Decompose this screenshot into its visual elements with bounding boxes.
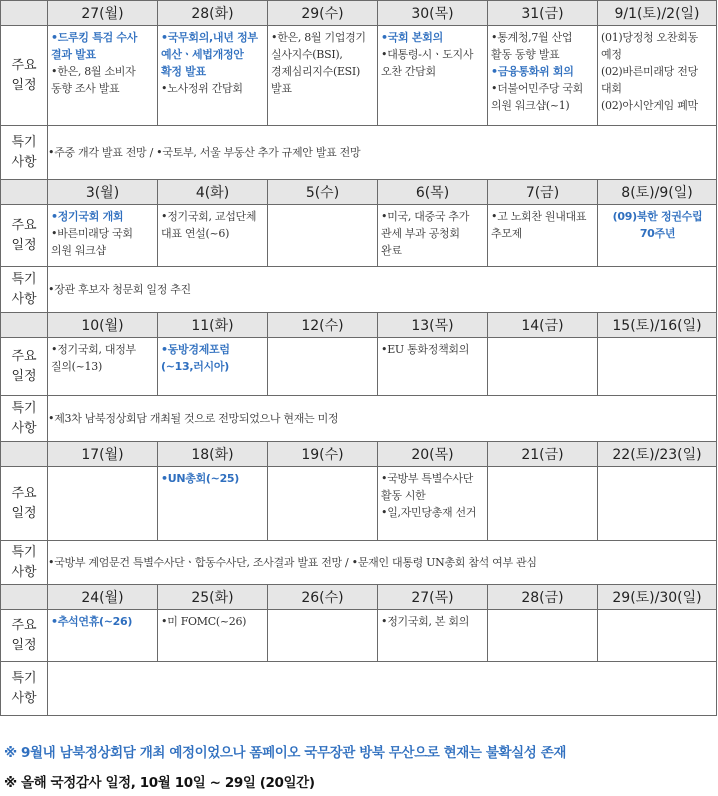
main-schedule-label bbox=[1, 610, 48, 662]
day-cell bbox=[598, 467, 717, 541]
footer-note-audit: ※ 올해 국정감사 일정, 10월 10일 ~ 29일 (20일간) bbox=[4, 775, 315, 791]
event-item: (~13,러시아) bbox=[161, 360, 229, 373]
event-item: •한은, 8월 소비자 bbox=[51, 65, 136, 78]
label-line: 특기 bbox=[11, 670, 37, 686]
event-item: 예정 bbox=[601, 48, 622, 61]
day-header: 28(화) bbox=[158, 1, 268, 26]
day-cell bbox=[158, 610, 268, 662]
day-cell bbox=[598, 205, 717, 267]
day-cell bbox=[268, 610, 378, 662]
event-item: 완료 bbox=[381, 244, 402, 257]
label-line: 사항 bbox=[11, 420, 37, 436]
day-header: 25(화) bbox=[158, 585, 268, 610]
event-item: 실사지수(BSI), bbox=[271, 48, 343, 61]
label-line: 특기 bbox=[11, 134, 37, 150]
day-cell bbox=[268, 205, 378, 267]
day-cell bbox=[48, 338, 158, 396]
label-line: 특기 bbox=[11, 544, 37, 560]
event-item: •정기국회, 본 회의 bbox=[381, 615, 470, 628]
week-header-row bbox=[1, 585, 717, 610]
day-cell bbox=[598, 26, 717, 126]
day-cell bbox=[158, 338, 268, 396]
event-item: 의원 워크샵(~1) bbox=[491, 99, 570, 112]
day-header: 27(월) bbox=[48, 1, 158, 26]
day-cell bbox=[378, 26, 488, 126]
event-item: 발표 bbox=[271, 82, 292, 95]
label-line: 일정 bbox=[11, 77, 37, 93]
day-cell bbox=[158, 467, 268, 541]
event-item: 동향 조사 발표 bbox=[51, 82, 120, 95]
day-header: 21(금) bbox=[488, 442, 598, 467]
event-item: •한은, 8월 기업경기 bbox=[271, 31, 366, 44]
event-item: (02)아시안게임 폐막 bbox=[601, 99, 698, 112]
event-item: •더불어민주당 국회 bbox=[491, 82, 583, 95]
special-note-label bbox=[1, 267, 48, 313]
main-schedule-row bbox=[1, 467, 717, 541]
event-item: 결과 발표 bbox=[51, 48, 96, 61]
day-cell bbox=[48, 205, 158, 267]
day-header: 20(목) bbox=[378, 442, 488, 467]
day-header: 6(목) bbox=[378, 180, 488, 205]
event-item: 의원 워크샵 bbox=[51, 244, 106, 257]
day-cell bbox=[378, 467, 488, 541]
day-cell bbox=[378, 338, 488, 396]
special-note-text: •장관 후보자 청문회 일정 추진 bbox=[48, 267, 717, 313]
event-item: •UN총회(~25) bbox=[161, 472, 239, 485]
event-item: (09)북한 정권수립 bbox=[612, 210, 703, 223]
label-line: 주요 bbox=[11, 348, 37, 364]
event-item: •미국, 대중국 추가 bbox=[381, 210, 470, 223]
label-line: 특기 bbox=[11, 271, 37, 287]
day-cell bbox=[378, 205, 488, 267]
day-header: 15(토)/16(일) bbox=[598, 313, 717, 338]
main-schedule-row bbox=[1, 26, 717, 126]
day-header: 31(금) bbox=[488, 1, 598, 26]
label-line: 일정 bbox=[11, 237, 37, 253]
week-header-row bbox=[1, 1, 717, 26]
day-cell bbox=[158, 26, 268, 126]
header-corner bbox=[1, 442, 48, 467]
event-item: •정기국회 개회 bbox=[51, 210, 124, 223]
footer-note-summit: ※ 9월내 남북정상회담 개최 예정이었으나 폼페이오 국무장관 방북 무산으로 현재는 불확실성 존재 bbox=[4, 745, 567, 761]
label-line: 일정 bbox=[11, 637, 37, 653]
label-line: 사항 bbox=[11, 690, 37, 706]
label-line: 주요 bbox=[11, 217, 37, 233]
event-item: 추모제 bbox=[491, 227, 522, 240]
day-header: 14(금) bbox=[488, 313, 598, 338]
event-item: •국회 본회의 bbox=[381, 31, 443, 44]
label-line: 사항 bbox=[11, 564, 37, 580]
header-corner bbox=[1, 180, 48, 205]
special-note-label bbox=[1, 126, 48, 180]
event-item: 예산ㆍ세법개정안 bbox=[161, 48, 244, 61]
event-item: 오찬 간담회 bbox=[381, 65, 436, 78]
special-note-row bbox=[1, 267, 717, 313]
day-header: 30(목) bbox=[378, 1, 488, 26]
header-corner bbox=[1, 1, 48, 26]
day-cell bbox=[48, 610, 158, 662]
day-cell bbox=[48, 26, 158, 126]
day-header: 9/1(토)/2(일) bbox=[598, 1, 717, 26]
day-header: 7(금) bbox=[488, 180, 598, 205]
day-header: 29(토)/30(일) bbox=[598, 585, 717, 610]
event-item: •대통령-시ㆍ도지사 bbox=[381, 48, 474, 61]
special-note-row bbox=[1, 541, 717, 585]
week-header-row bbox=[1, 180, 717, 205]
day-cell bbox=[488, 610, 598, 662]
day-header: 17(월) bbox=[48, 442, 158, 467]
day-header: 3(월) bbox=[48, 180, 158, 205]
special-note-label bbox=[1, 541, 48, 585]
label-line: 사항 bbox=[11, 291, 37, 307]
special-note-label bbox=[1, 396, 48, 442]
event-item: •고 노회찬 원내대표 bbox=[491, 210, 587, 223]
event-item: 70주년 bbox=[639, 227, 676, 240]
event-item: •정기국회, 교섭단체 bbox=[161, 210, 257, 223]
main-schedule-label bbox=[1, 205, 48, 267]
day-cell bbox=[268, 26, 378, 126]
event-item: 활동 시한 bbox=[381, 489, 426, 502]
day-header: 13(목) bbox=[378, 313, 488, 338]
day-header: 28(금) bbox=[488, 585, 598, 610]
day-header: 29(수) bbox=[268, 1, 378, 26]
day-header: 10(월) bbox=[48, 313, 158, 338]
label-line: 특기 bbox=[11, 400, 37, 416]
label-line: 주요 bbox=[11, 485, 37, 501]
event-item: •바른미래당 국회 bbox=[51, 227, 133, 240]
day-cell bbox=[598, 338, 717, 396]
day-header: 24(월) bbox=[48, 585, 158, 610]
label-line: 주요 bbox=[11, 617, 37, 633]
day-cell bbox=[378, 610, 488, 662]
event-item: 대표 연설(~6) bbox=[161, 227, 230, 240]
event-item: 관세 부과 공청회 bbox=[381, 227, 460, 240]
event-item: 경제심리지수(ESI) bbox=[271, 65, 360, 78]
event-item: (02)바른미래당 전당 bbox=[601, 65, 698, 78]
event-item: 대회 bbox=[601, 82, 622, 95]
event-item: •드루킹 특검 수사 bbox=[51, 31, 138, 44]
event-item: 질의(~13) bbox=[51, 360, 102, 373]
main-schedule-row bbox=[1, 205, 717, 267]
day-header: 26(수) bbox=[268, 585, 378, 610]
special-note-label bbox=[1, 662, 48, 716]
event-item: •통계청,7월 산업 bbox=[491, 31, 573, 44]
day-header: 8(토)/9(일) bbox=[598, 180, 717, 205]
day-cell bbox=[268, 467, 378, 541]
special-note-row bbox=[1, 126, 717, 180]
day-cell bbox=[268, 338, 378, 396]
week-header-row bbox=[1, 313, 717, 338]
day-header: 5(수) bbox=[268, 180, 378, 205]
day-header: 11(화) bbox=[158, 313, 268, 338]
day-cell bbox=[488, 467, 598, 541]
event-item: •정기국회, 대정부 bbox=[51, 343, 136, 356]
day-cell bbox=[488, 338, 598, 396]
day-header: 22(토)/23(일) bbox=[598, 442, 717, 467]
day-cell bbox=[488, 205, 598, 267]
day-header: 4(화) bbox=[158, 180, 268, 205]
event-item: •국방부 특별수사단 bbox=[381, 472, 473, 485]
event-item: •노사정위 간담회 bbox=[161, 82, 243, 95]
label-line: 주요 bbox=[11, 57, 37, 73]
day-header: 18(화) bbox=[158, 442, 268, 467]
event-item: •EU 통화정책회의 bbox=[381, 343, 470, 356]
special-note-text bbox=[48, 662, 717, 716]
main-schedule-label bbox=[1, 26, 48, 126]
main-schedule-row bbox=[1, 610, 717, 662]
special-note-text: •제3차 남북정상회담 개최될 것으로 전망되었으나 현재는 미정 bbox=[48, 396, 717, 442]
day-cell bbox=[158, 205, 268, 267]
day-header: 27(목) bbox=[378, 585, 488, 610]
main-schedule-label bbox=[1, 467, 48, 541]
label-line: 사항 bbox=[11, 154, 37, 170]
event-item: (01)당정청 오찬회동 bbox=[601, 31, 698, 44]
day-header: 19(수) bbox=[268, 442, 378, 467]
event-item: •국무회의,내년 정부 bbox=[161, 31, 258, 44]
special-note-row bbox=[1, 662, 717, 716]
label-line: 일정 bbox=[11, 368, 37, 384]
label-line: 일정 bbox=[11, 505, 37, 521]
day-cell bbox=[488, 26, 598, 126]
event-item: •추석연휴(~26) bbox=[51, 615, 133, 628]
event-item: 활동 동향 발표 bbox=[491, 48, 560, 61]
day-cell bbox=[598, 610, 717, 662]
header-corner bbox=[1, 313, 48, 338]
event-item: 확정 발표 bbox=[161, 65, 206, 78]
special-note-text: •주중 개각 발표 전망 / •국토부, 서울 부동산 추가 규제안 발표 전망 bbox=[48, 126, 717, 180]
day-cell bbox=[48, 467, 158, 541]
day-header: 12(수) bbox=[268, 313, 378, 338]
header-corner bbox=[1, 585, 48, 610]
special-note-text: •국방부 계엄문건 특별수사단ㆍ합동수사단, 조사결과 발표 전망 / •문재인 대통령 UN총회 참석 여부 관심 bbox=[48, 541, 717, 585]
week-header-row bbox=[1, 442, 717, 467]
event-item: •일,자민당총재 선거 bbox=[381, 506, 477, 519]
main-schedule-row bbox=[1, 338, 717, 396]
event-item: •금융통화위 회의 bbox=[491, 65, 574, 78]
special-note-row bbox=[1, 396, 717, 442]
event-item: •미 FOMC(~26) bbox=[161, 615, 247, 628]
main-schedule-label bbox=[1, 338, 48, 396]
event-item: •동방경제포럼 bbox=[161, 343, 230, 356]
